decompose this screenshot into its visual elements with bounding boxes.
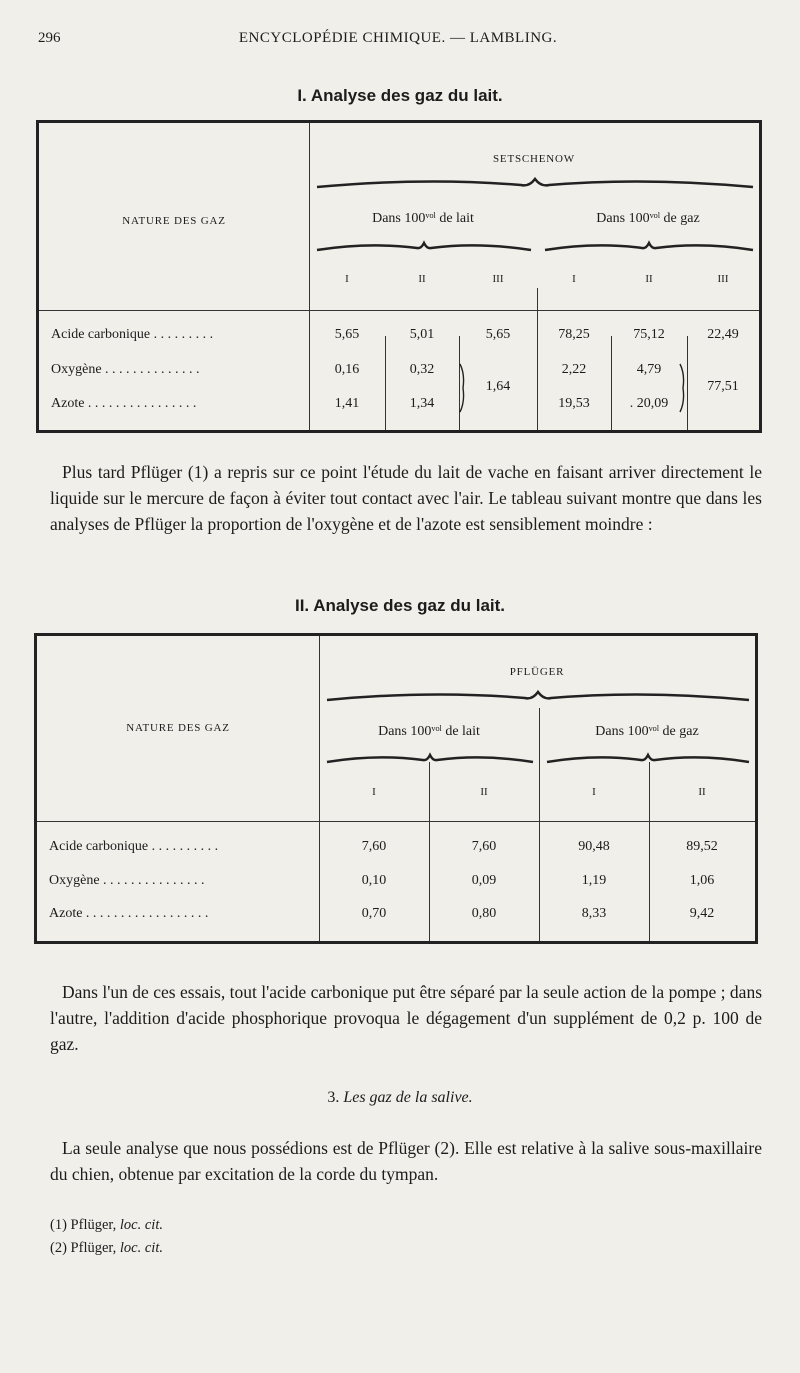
table1-col-1: I <box>345 273 349 285</box>
table2-author: PFLÜGER <box>509 666 565 678</box>
table1-merge-brace-lait <box>458 362 468 414</box>
table2-col-2: II <box>480 786 488 798</box>
table1-merged-gaz-III: 77,51 <box>707 379 739 394</box>
table1-row-label: Azote . . . . . . . . . . . . . . . . <box>51 396 197 411</box>
table1-col-2: II <box>418 273 426 285</box>
table1-cell: . 20,09 <box>629 396 669 411</box>
footnote-ref: loc. cit. <box>119 1240 163 1256</box>
table1-cell: 22,49 <box>707 327 739 342</box>
table1-nature-header: NATURE DES GAZ <box>122 215 226 227</box>
table2-row-label: Oxygène . . . . . . . . . . . . . . . <box>49 873 205 888</box>
section-number: 3. <box>327 1089 340 1106</box>
table1-cell: 5,65 <box>334 327 360 342</box>
table2-brace-gaz <box>545 750 751 766</box>
table2-col-4: II <box>698 786 706 798</box>
table2-col-3: I <box>592 786 596 798</box>
footnote-2 <box>50 1240 163 1257</box>
table1-cell: 5,65 <box>485 327 511 342</box>
table1-group-gaz: Dans 100ᵛᵒˡ de gaz <box>596 211 700 226</box>
table1-cell: 2,22 <box>561 362 587 377</box>
table2-nature-header: NATURE DES GAZ <box>126 722 230 734</box>
table2-cell: 0,70 <box>361 906 387 921</box>
table2-col-1: I <box>372 786 376 798</box>
table1-col-5: II <box>645 273 653 285</box>
section-title: Les gaz de la salive. <box>343 1089 473 1106</box>
table1-row-label: Acide carbonique . . . . . . . . . <box>51 327 214 342</box>
table2-cell: 0,10 <box>361 873 387 888</box>
paragraph-3-text: La seule analyse que nous possédions est de Pflüger (2). Elle est relative à la salive sous-maxillaire du chien, obtenue par excitation de la corde du tympan. <box>50 1138 762 1184</box>
table2-group-lait: Dans 100ᵛᵒˡ de lait <box>378 724 480 739</box>
table2-cell: 1,06 <box>689 873 715 888</box>
footnote-text: Pflüger, <box>70 1217 117 1233</box>
table1-merge-brace-gaz <box>678 362 688 414</box>
table2-cell: 90,48 <box>578 839 610 854</box>
running-head: ENCYCLOPÉDIE CHIMIQUE. — LAMBLING. <box>238 30 558 46</box>
paragraph-1-text: Plus tard Pflüger (1) a repris sur ce point l'étude du lait de vache en faisant arriver directement le liquide sur le mercure de façon à éviter tout contact avec l'air. Le tableau suivant montre que dans les analyses de Pflüger la proportion de l'oxygène et de l'azote est sensiblement moindre : <box>50 462 762 534</box>
table2-cell: 0,09 <box>471 873 497 888</box>
table1-cell: 5,01 <box>409 327 435 342</box>
table1-cell: 0,32 <box>409 362 435 377</box>
table1-merged-lait-III: 1,64 <box>485 379 511 394</box>
table2-title: II. Analyse des gaz du lait. <box>294 596 506 615</box>
table2-cell: 1,19 <box>581 873 607 888</box>
section-heading <box>0 1089 800 1107</box>
table1-cell: 0,16 <box>334 362 360 377</box>
paragraph-2 <box>50 979 762 1057</box>
table1-cell: 1,41 <box>334 396 360 411</box>
table2-cell: 7,60 <box>471 839 497 854</box>
table1-col-4: I <box>572 273 576 285</box>
table2-cell: 7,60 <box>361 839 387 854</box>
table1-col-6: III <box>717 273 729 285</box>
table1-cell: 78,25 <box>558 327 590 342</box>
page-number: 296 <box>38 30 61 46</box>
table1-brace-gaz <box>543 238 755 254</box>
table1-cell: 19,53 <box>558 396 590 411</box>
table2 <box>34 633 758 944</box>
table2-row-label: Acide carbonique . . . . . . . . . . <box>49 839 219 854</box>
table2-brace-author <box>325 686 751 706</box>
footnote-mark: (2) <box>50 1240 67 1256</box>
table2-group-gaz: Dans 100ᵛᵒˡ de gaz <box>595 724 699 739</box>
table1-brace-author <box>315 173 755 193</box>
footnote-mark: (1) <box>50 1217 67 1233</box>
table2-cell: 9,42 <box>689 906 715 921</box>
table2-row-label: Azote . . . . . . . . . . . . . . . . . . <box>49 906 209 921</box>
table1-cell: 1,34 <box>409 396 435 411</box>
table1-cell: 4,79 <box>636 362 662 377</box>
paragraph-1 <box>50 459 762 537</box>
table2-cell: 8,33 <box>581 906 607 921</box>
table1-brace-lait <box>315 238 533 254</box>
page-header <box>38 30 758 52</box>
footnote-ref: loc. cit. <box>119 1217 163 1233</box>
paragraph-3 <box>50 1135 762 1187</box>
table1-author: SETSCHENOW <box>493 153 575 165</box>
table1-group-lait: Dans 100ᵛᵒˡ de lait <box>372 211 474 226</box>
table1-cell: 75,12 <box>633 327 665 342</box>
paragraph-2-text: Dans l'un de ces essais, tout l'acide carbonique put être séparé par la seule action de la pompe ; dans l'autre, l'addition d'acide phosphorique provoqua le dégagement d'un supplément de 0,2 p. 100 de gaz. <box>50 982 762 1054</box>
table2-cell: 89,52 <box>686 839 718 854</box>
table2-brace-lait <box>325 750 535 766</box>
table1-title: I. Analyse des gaz du lait. <box>297 86 503 105</box>
table1 <box>36 120 762 433</box>
table2-cell: 0,80 <box>471 906 497 921</box>
table1-row-label: Oxygène . . . . . . . . . . . . . . <box>51 362 200 377</box>
footnote-1 <box>50 1217 163 1234</box>
footnote-text: Pflüger, <box>70 1240 117 1256</box>
table1-col-3: III <box>492 273 504 285</box>
